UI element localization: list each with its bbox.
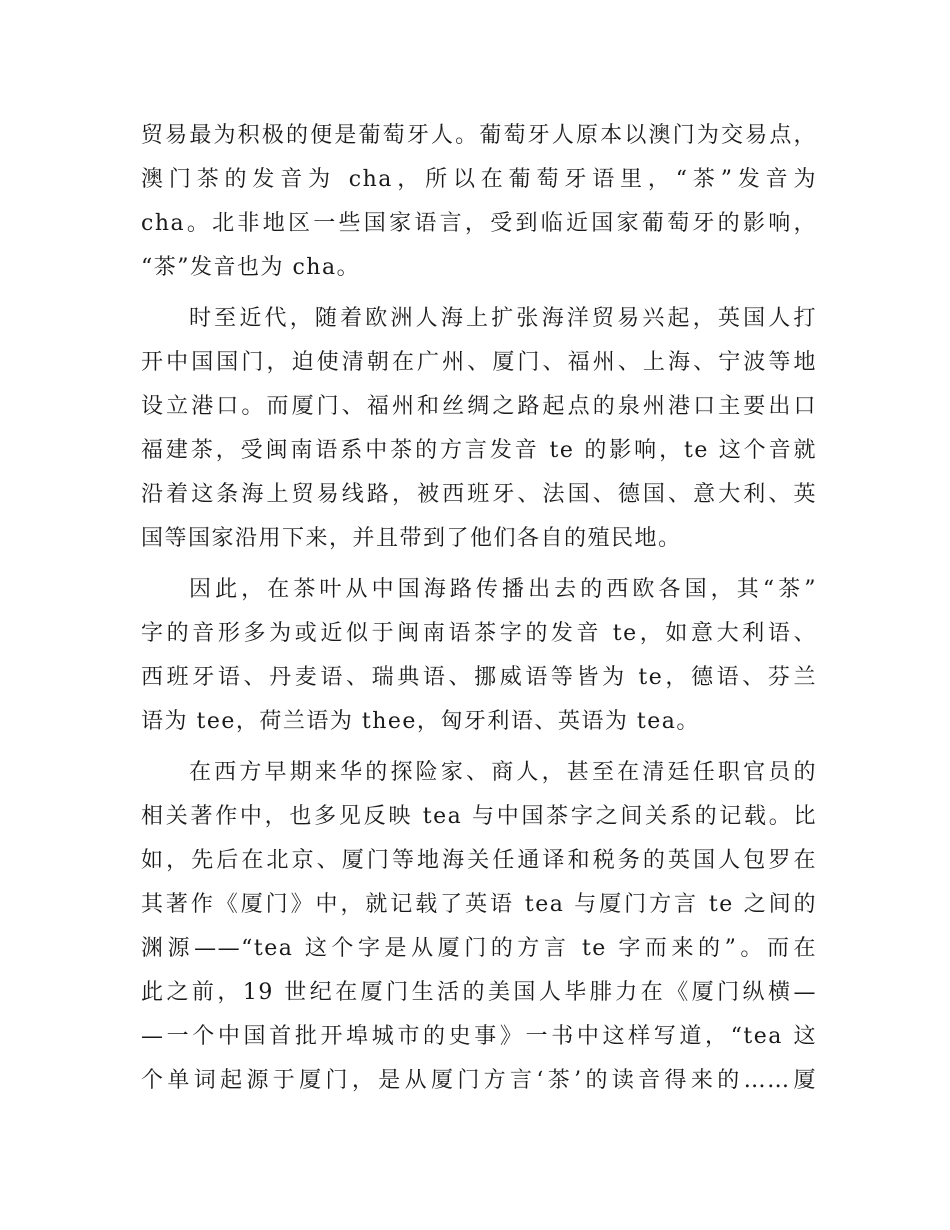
text-line: “茶”发音也为 cha。 — [141, 255, 361, 280]
text-line: 沿着这条海上贸易线路，被西班牙、法国、德国、意大利、英 — [141, 482, 817, 507]
text-line: 澳门茶的发音为 cha，所以在葡萄牙语里，“茶”发音为 — [141, 167, 817, 192]
text-line: —一个中国首批开埠城市的史事》一书中这样写道，“tea 这 — [141, 1024, 817, 1049]
paragraph-3 — [141, 568, 817, 744]
text-line: 设立港口。而厦门、福州和丝绸之路起点的泉州港口主要出口 — [141, 394, 817, 419]
text-line: 贸易最为积极的便是葡萄牙人。葡萄牙人原本以澳门为交易点， — [141, 123, 817, 148]
text-line: 西班牙语、丹麦语、瑞典语、挪威语等皆为 te，德语、芬兰 — [141, 665, 817, 690]
paragraph-2 — [141, 297, 817, 561]
text-line: 渊源——“tea 这个字是从厦门的方言 te 字而来的”。而在 — [141, 936, 817, 961]
text-line: 语为 tee，荷兰语为 thee，匈牙利语、英语为 tea。 — [141, 709, 700, 734]
text-line: 国等国家沿用下来，并且带到了他们各自的殖民地。 — [141, 526, 682, 551]
text-line: 因此，在茶叶从中国海路传播出去的西欧各国，其“茶” — [189, 577, 817, 602]
text-line: 开中国国门，迫使清朝在广州、厦门、福州、上海、宁波等地 — [141, 350, 817, 375]
text-line: 相关著作中，也多见反映 tea 与中国茶字之间关系的记载。比 — [141, 804, 817, 829]
text-line: 字的音形多为或近似于闽南语茶字的发音 te，如意大利语、 — [141, 621, 817, 646]
document-body — [141, 114, 817, 1110]
text-line: 如，先后在北京、厦门等地海关任通译和税务的英国人包罗在 — [141, 848, 817, 873]
text-line: 个单词起源于厦门，是从厦门方言‘茶’的读音得来的……厦 — [141, 1068, 817, 1093]
paragraph-4 — [141, 751, 817, 1103]
text-line: cha。北非地区一些国家语言，受到临近国家葡萄牙的影响， — [141, 211, 817, 236]
text-line: 此之前，19 世纪在厦门生活的美国人毕腓力在《厦门纵横— — [141, 980, 817, 1005]
paragraph-1 — [141, 114, 817, 290]
text-line: 其著作《厦门》中，就记载了英语 tea 与厦门方言 te 之间的 — [141, 892, 817, 917]
text-line: 在西方早期来华的探险家、商人，甚至在清廷任职官员的 — [189, 760, 817, 785]
text-line: 福建茶，受闽南语系中茶的方言发音 te 的影响，te 这个音就 — [141, 438, 817, 463]
text-line: 时至近代，随着欧洲人海上扩张海洋贸易兴起，英国人打 — [189, 306, 817, 331]
